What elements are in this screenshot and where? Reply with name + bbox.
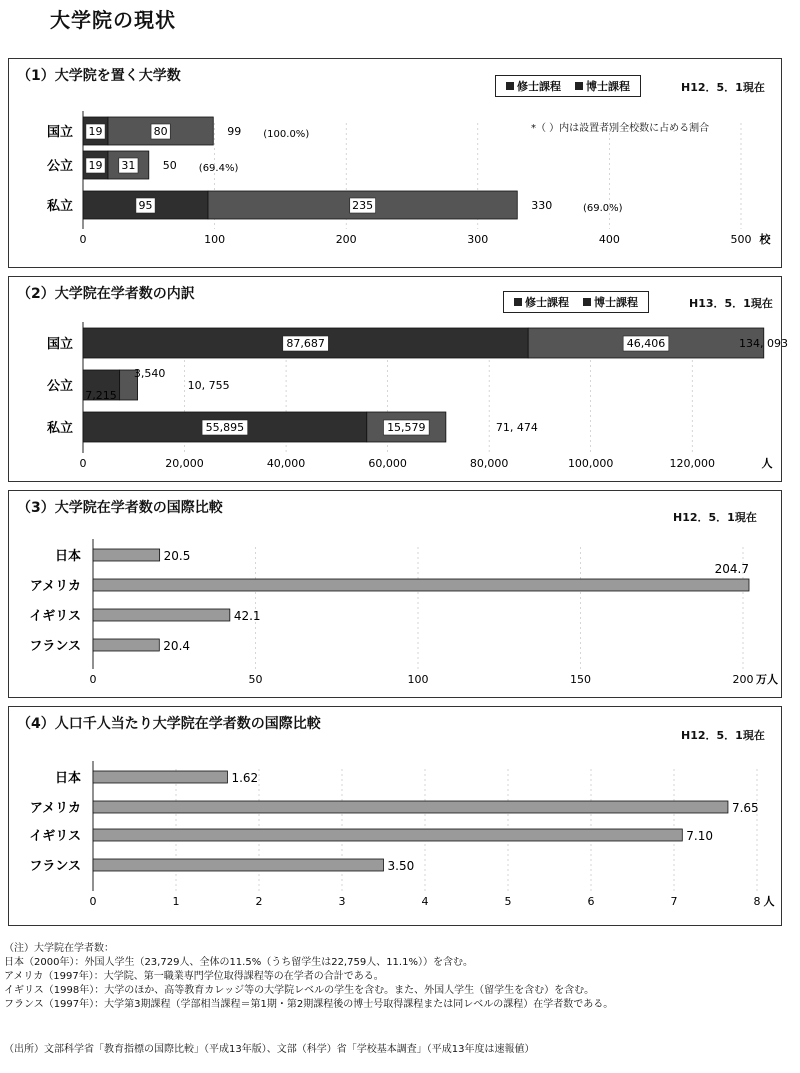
panel-title: （4）人口千人当たり大学院在学者数の国際比較 bbox=[17, 716, 321, 732]
panel-title: （2）大学院在学者数の内訳 bbox=[17, 286, 195, 302]
panel-per-capita-enrollment bbox=[8, 706, 782, 926]
x-tick-label: 80,000 bbox=[469, 457, 509, 470]
bar bbox=[93, 609, 230, 621]
value-label: 204.7 bbox=[714, 562, 749, 576]
x-tick-label: 100 bbox=[407, 673, 429, 686]
panel-university-count bbox=[8, 58, 782, 268]
as-of-date: H12．5．1現在 bbox=[681, 81, 765, 94]
total-label: 134, 093 bbox=[739, 337, 788, 350]
x-tick-label: 5 bbox=[504, 895, 512, 908]
chart-svg bbox=[9, 707, 781, 925]
source-citation: （出所）文部科学省「教育指標の国際比較」（平成13年版）、文部（科学）省「学校基本調査」（平成13年度は速報値） bbox=[4, 1044, 535, 1055]
segment-label: 7,215 bbox=[85, 389, 117, 402]
segment-label: 15,579 bbox=[387, 421, 426, 434]
chart-svg bbox=[9, 59, 781, 267]
x-tick-label: 2 bbox=[255, 895, 263, 908]
x-tick-label: 7 bbox=[670, 895, 678, 908]
x-tick-label: 150 bbox=[570, 673, 591, 686]
as-of-date: H12．5．1現在 bbox=[673, 511, 757, 524]
x-tick-label: 100,000 bbox=[567, 457, 614, 470]
x-tick-label: 3 bbox=[338, 895, 346, 908]
x-tick-label: 500 bbox=[730, 233, 752, 246]
category-label: フランス bbox=[29, 859, 81, 874]
panel-enrollment-breakdown bbox=[8, 276, 788, 482]
legend-label: 博士課程 bbox=[594, 296, 638, 309]
note-line: （注）大学院在学者数： bbox=[4, 943, 114, 954]
x-tick-label: 8 bbox=[753, 895, 761, 908]
x-tick-label: 40,000 bbox=[266, 457, 306, 470]
x-tick-label: 400 bbox=[598, 233, 620, 246]
value-label: 7.65 bbox=[731, 801, 759, 815]
chart-svg bbox=[9, 277, 788, 481]
x-tick-label: 300 bbox=[467, 233, 489, 246]
value-label: 1.62 bbox=[231, 771, 259, 785]
x-tick-label: 0 bbox=[79, 457, 87, 470]
category-label: イギリス bbox=[29, 609, 81, 624]
total-label: 71, 474 bbox=[495, 421, 538, 434]
x-tick-label: 200 bbox=[335, 233, 357, 246]
legend-label: 博士課程 bbox=[586, 80, 630, 93]
segment-label: 19 bbox=[88, 159, 103, 172]
x-axis-unit: 万人 bbox=[756, 673, 778, 686]
x-tick-label: 200 bbox=[732, 673, 754, 686]
x-tick-label: 0 bbox=[89, 673, 97, 686]
x-tick-label: 0 bbox=[89, 895, 97, 908]
legend-label: 修士課程 bbox=[525, 296, 569, 309]
x-axis-unit: 校 bbox=[759, 233, 771, 246]
segment-label: 95 bbox=[138, 199, 153, 212]
x-tick-label: 100 bbox=[204, 233, 226, 246]
total-label: 10, 755 bbox=[187, 379, 230, 392]
segment-label: 80 bbox=[153, 125, 168, 138]
share-label: (100.0%) bbox=[263, 129, 310, 140]
category-label: アメリカ bbox=[29, 801, 81, 816]
x-tick-label: 0 bbox=[79, 233, 87, 246]
page-title: 大学院の現状 bbox=[50, 8, 176, 32]
note-line: アメリカ（1997年）：大学院、第一職業専門学位取得課程等の在学者の合計である。 bbox=[4, 971, 384, 982]
share-label: (69.4%) bbox=[198, 163, 239, 174]
category-label: 国立 bbox=[46, 125, 73, 140]
segment-label: 55,895 bbox=[205, 421, 245, 434]
segment-label: 3,540 bbox=[133, 367, 166, 380]
panel-international-enrollment bbox=[8, 490, 782, 698]
x-tick-label: 1 bbox=[172, 895, 180, 908]
total-label: 50 bbox=[162, 159, 177, 172]
panel-title: （3）大学院在学者数の国際比較 bbox=[17, 500, 223, 516]
category-label: 日本 bbox=[54, 549, 81, 564]
category-label: 公立 bbox=[46, 159, 73, 174]
category-label: 私立 bbox=[46, 199, 73, 214]
bar bbox=[93, 639, 159, 651]
x-axis-unit: 人 bbox=[761, 457, 773, 470]
segment-label: 87,687 bbox=[286, 337, 325, 350]
value-label: 42.1 bbox=[233, 609, 261, 623]
category-label: フランス bbox=[29, 639, 81, 654]
x-tick-label: 20,000 bbox=[165, 457, 204, 470]
bar bbox=[93, 859, 384, 871]
value-label: 3.50 bbox=[387, 859, 415, 873]
category-label: 日本 bbox=[54, 771, 81, 786]
value-label: 20.5 bbox=[163, 549, 191, 563]
category-label: 国立 bbox=[46, 337, 73, 352]
bar bbox=[93, 829, 682, 841]
category-label: アメリカ bbox=[29, 579, 81, 594]
value-label: 20.4 bbox=[163, 639, 191, 653]
as-of-date: H13．5．1現在 bbox=[689, 297, 773, 310]
segment-label: 31 bbox=[121, 159, 136, 172]
x-tick-label: 120,000 bbox=[669, 457, 715, 470]
bar bbox=[93, 771, 227, 783]
notes bbox=[4, 942, 796, 1012]
value-label: 7.10 bbox=[686, 829, 714, 843]
note-line: 日本（2000年）：外国人学生（23,729人、全体の11.5%（うち留学生は22,759人、11.1%））を含む。 bbox=[4, 957, 473, 968]
x-tick-label: 50 bbox=[248, 673, 263, 686]
note-line: イギリス（1998年）：大学のほか、高等教育カレッジ等の大学院レベルの学生を含む。また、外国人学生（留学生を含む）を含む。 bbox=[4, 985, 595, 996]
as-of-date: H12．5．1現在 bbox=[681, 729, 765, 742]
total-label: 330 bbox=[531, 199, 553, 212]
x-tick-label: 6 bbox=[587, 895, 595, 908]
chart-svg bbox=[9, 491, 781, 697]
legend-label: 修士課程 bbox=[517, 80, 561, 93]
panel-title: （1）大学院を置く大学数 bbox=[17, 68, 181, 84]
share-label: (69.0%) bbox=[583, 203, 623, 214]
bar bbox=[93, 549, 160, 561]
footnote: *（ ）内は設置者別全校数に占める割合 bbox=[531, 123, 710, 134]
bar bbox=[93, 801, 728, 813]
segment-label: 46,406 bbox=[626, 337, 666, 350]
note-line: フランス（1997年）：大学第3期課程（学部相当課程＝第1期・第2期課程後の博士号取得課程または同レベルの課程）在学者数である。 bbox=[4, 999, 614, 1010]
segment-label: 235 bbox=[352, 199, 374, 212]
x-tick-label: 4 bbox=[421, 895, 429, 908]
category-label: 公立 bbox=[46, 379, 73, 394]
category-label: イギリス bbox=[29, 829, 81, 844]
total-label: 99 bbox=[227, 125, 242, 138]
category-label: 私立 bbox=[46, 421, 73, 436]
x-tick-label: 60,000 bbox=[368, 457, 407, 470]
x-axis-unit: 人 bbox=[763, 895, 775, 908]
bar bbox=[93, 579, 749, 591]
segment-label: 19 bbox=[88, 125, 103, 138]
